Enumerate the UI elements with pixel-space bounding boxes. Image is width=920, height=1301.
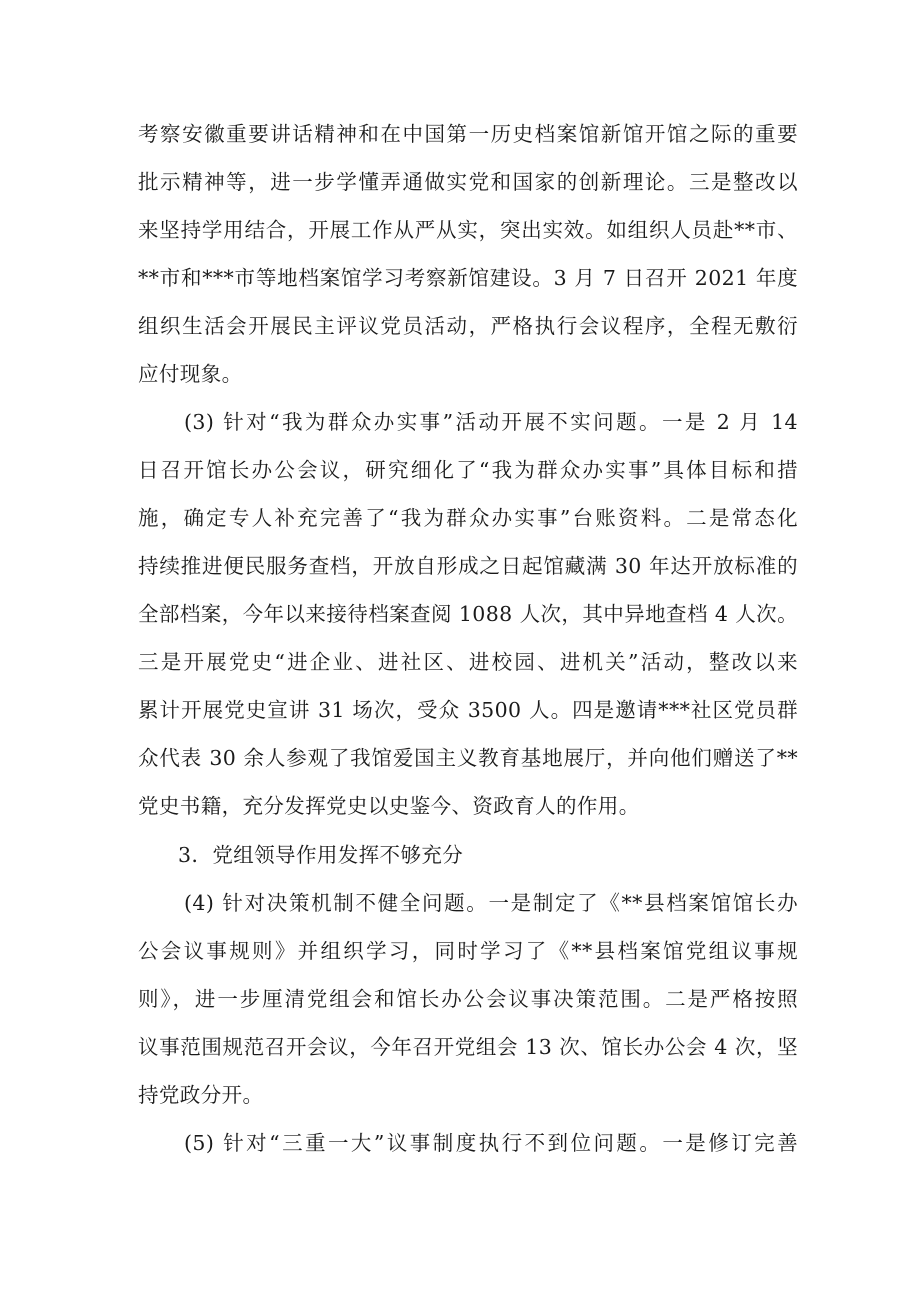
paragraph-line: 则》，进一步厘清党组会和馆长办公会议事决策范围。二是严格按照 — [138, 987, 798, 1011]
paragraph-line: 议事范围规范召开会议，今年召开党组会 13 次、馆长办公会 4 次，坚 — [138, 1035, 798, 1059]
paragraph-first-line: (4) 针对决策机制不健全问题。一是制定了《**县档案馆馆长办 — [184, 891, 798, 915]
section-heading: 3．党组领导作用发挥不够充分 — [178, 843, 464, 867]
paragraph-line: 组织生活会开展民主评议党员活动，严格执行会议程序，全程无敷衍 — [138, 314, 798, 338]
paragraph-first-line: (5) 针对“三重一大”议事制度执行不到位问题。一是修订完善 — [184, 1131, 798, 1155]
paragraph-line: **市和***市等地档案馆学习考察新馆建设。3 月 7 日召开 2021 年度 — [138, 266, 798, 290]
paragraph-line: 考察安徽重要讲话精神和在中国第一历史档案馆新馆开馆之际的重要 — [138, 122, 798, 146]
paragraph-line: 来坚持学用结合，开展工作从严从实，突出实效。如组织人员赴**市、 — [138, 218, 798, 242]
paragraph-line: 公会议事规则》并组织学习，同时学习了《**县档案馆党组议事规 — [138, 939, 798, 963]
paragraph-line: 持续推进便民服务查档，开放自形成之日起馆藏满 30 年达开放标准的 — [138, 554, 798, 578]
paragraph-line: 施，确定专人补充完善了“我为群众办实事”台账资料。二是常态化 — [138, 506, 798, 530]
paragraph-first-line: (3) 针对“我为群众办实事”活动开展不实问题。一是 2 月 14 — [184, 410, 798, 434]
paragraph-line: 累计开展党史宣讲 31 场次，受众 3500 人。四是邀请***社区党员群 — [138, 698, 798, 722]
paragraph-line: 全部档案，今年以来接待档案查阅 1088 人次，其中异地查档 4 人次。 — [138, 602, 798, 626]
paragraph-line: 三是开展党史“进企业、进社区、进校园、进机关”活动，整改以来 — [138, 650, 798, 674]
paragraph-line: 持党政分开。 — [138, 1083, 264, 1107]
paragraph-line: 批示精神等，进一步学懂弄通做实党和国家的创新理论。三是整改以 — [138, 170, 798, 194]
paragraph-line: 党史书籍，充分发挥党史以史鉴今、资政育人的作用。 — [138, 794, 640, 818]
paragraph-line: 众代表 30 余人参观了我馆爱国主义教育基地展厅，并向他们赠送了** — [138, 746, 798, 770]
paragraph-line: 应付现象。 — [138, 362, 243, 386]
paragraph-line: 日召开馆长办公会议，研究细化了“我为群众办实事”具体目标和措 — [138, 458, 798, 482]
